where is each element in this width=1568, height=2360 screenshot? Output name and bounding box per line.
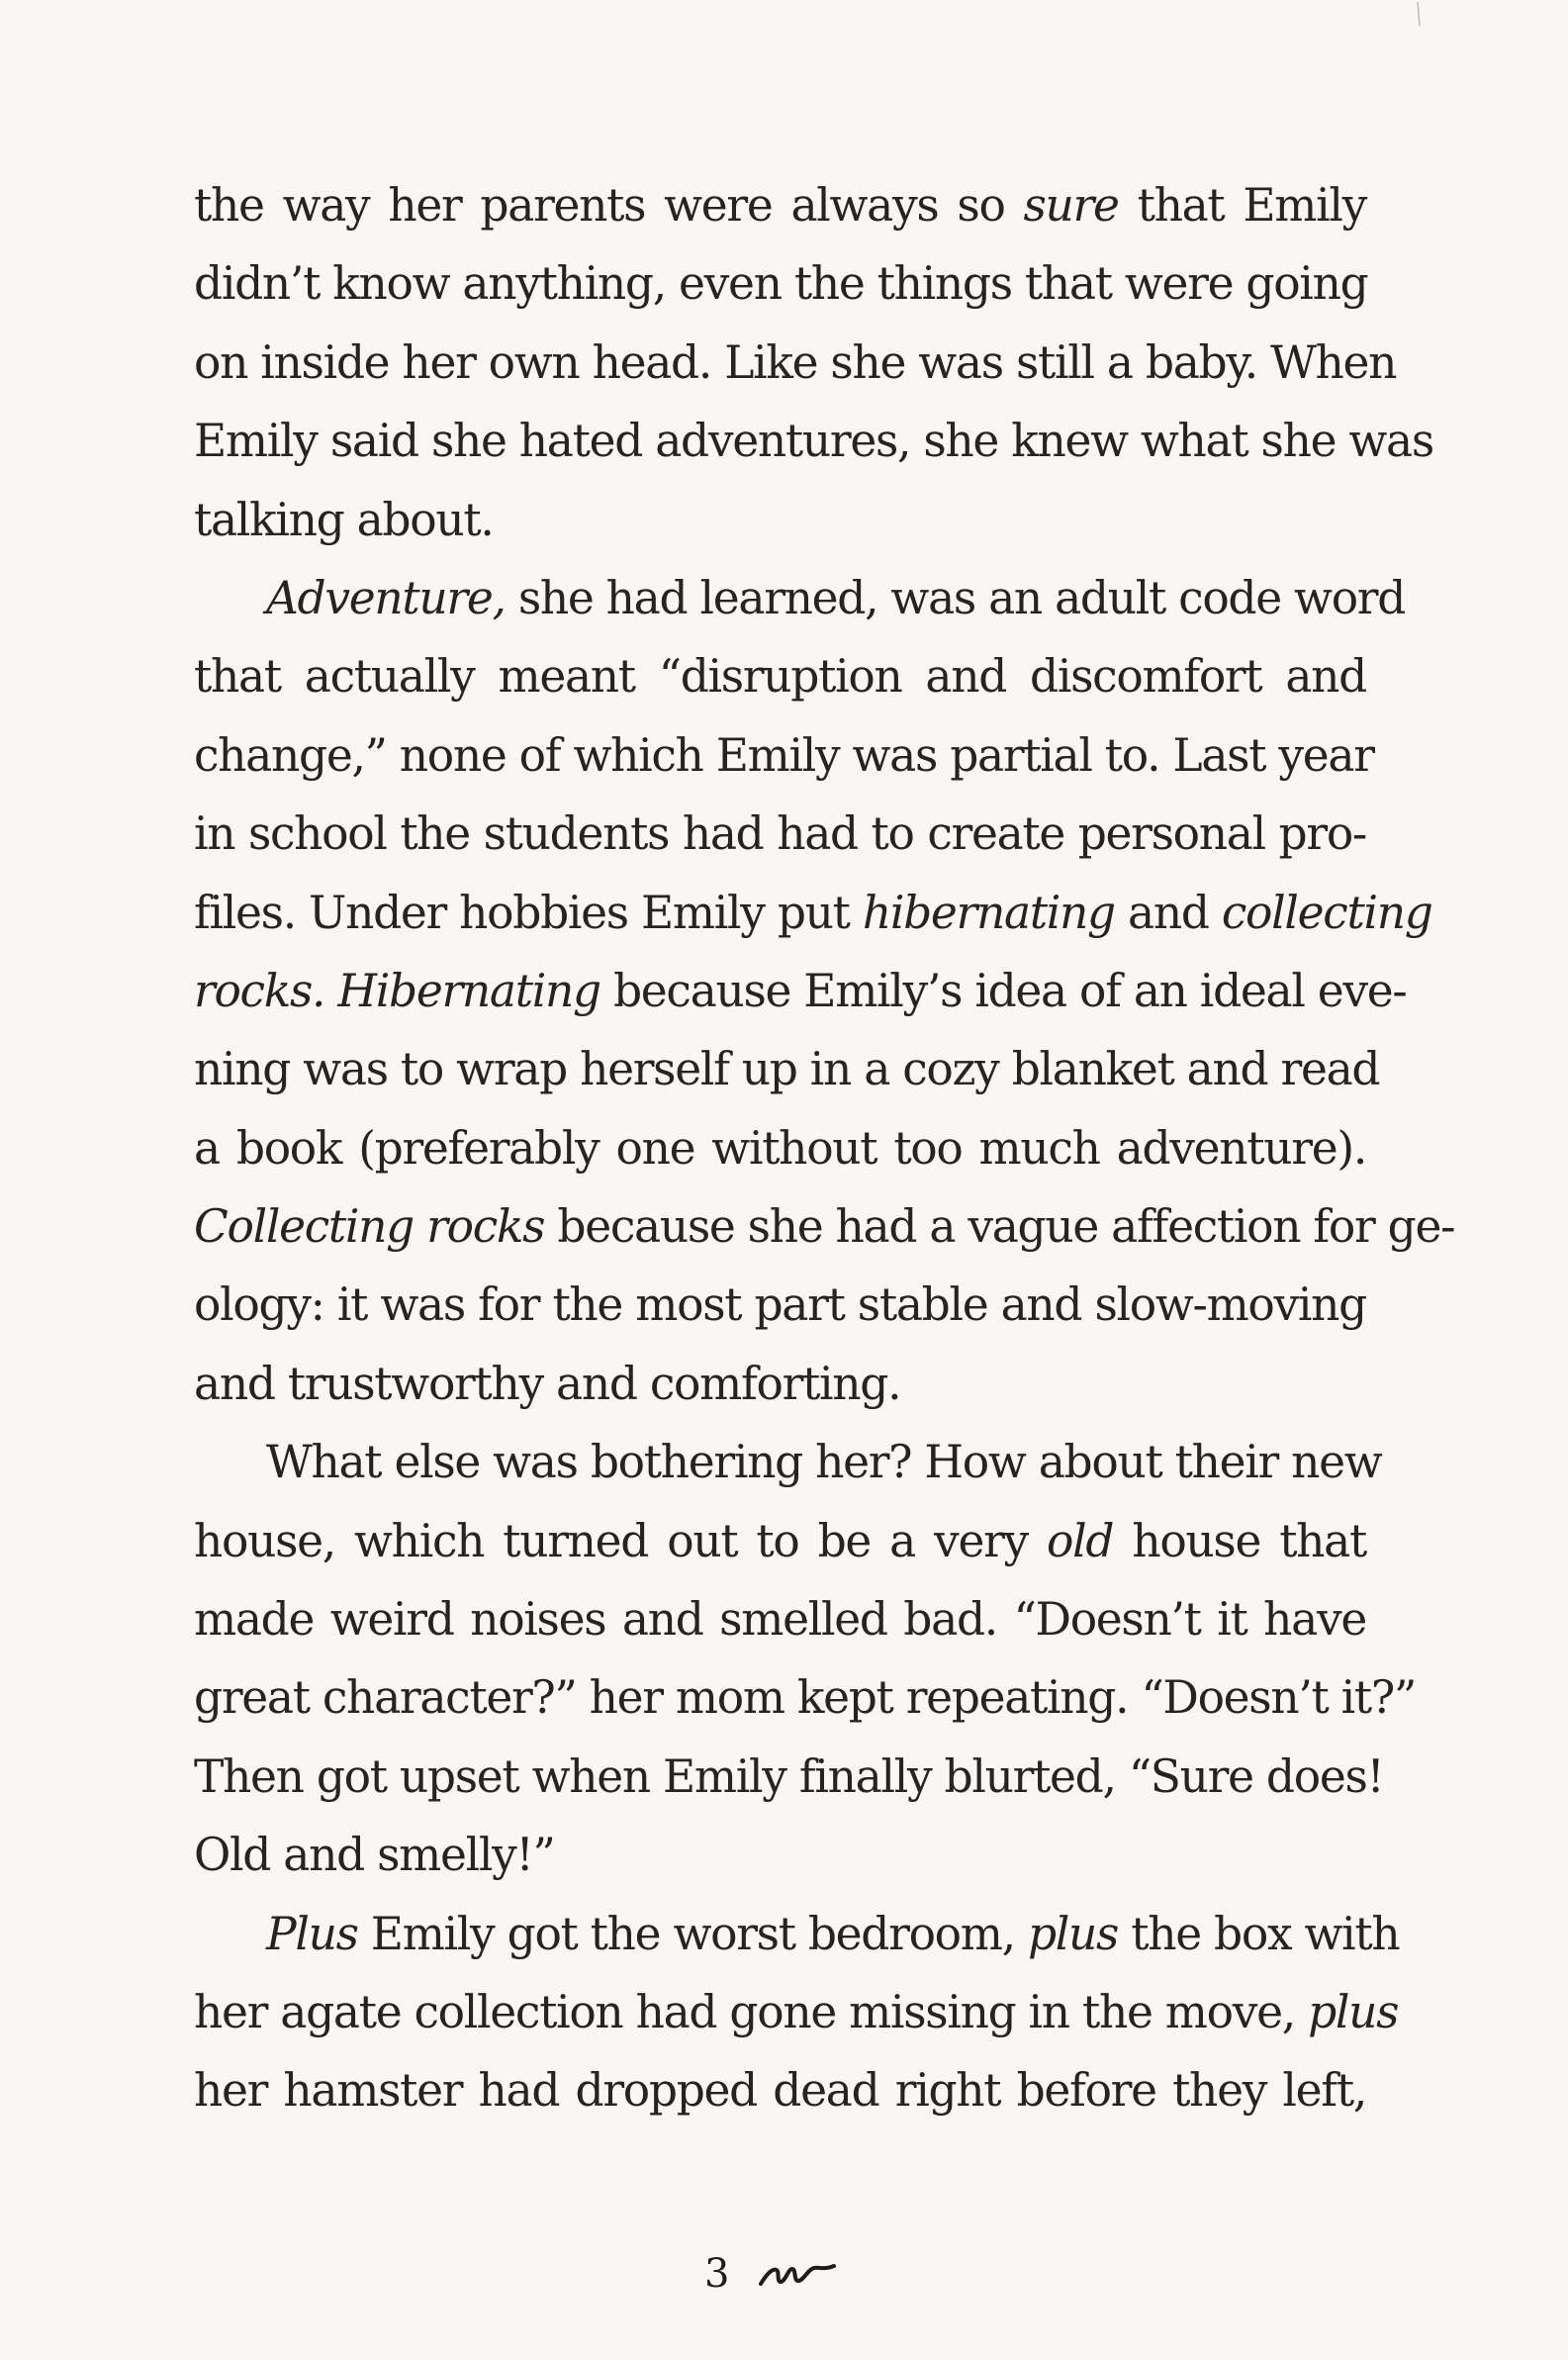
text-run: because Emily’s idea of an ideal eve- bbox=[600, 964, 1407, 1017]
text-run: in school the students had had to create personal pro- bbox=[194, 807, 1366, 861]
text-line bbox=[194, 166, 1366, 244]
text-line bbox=[194, 637, 1366, 715]
text-line bbox=[194, 874, 1432, 952]
text-line bbox=[194, 1502, 1366, 1580]
italic-text: plus bbox=[1027, 1907, 1119, 1960]
text-line bbox=[194, 1738, 1384, 1816]
text-run: talking about. bbox=[194, 493, 494, 546]
text-run: house that bbox=[1113, 1514, 1366, 1567]
page-footer bbox=[0, 2244, 1568, 2304]
text-line bbox=[194, 1423, 1382, 1501]
text-line bbox=[194, 1895, 1400, 1973]
text-run: great character?” her mom kept repeating. “Doesn’t it?” bbox=[194, 1671, 1416, 1725]
text-line bbox=[194, 481, 1366, 559]
text-run: her agate collection had gone missing in the move, bbox=[194, 1985, 1309, 2038]
text-run: Old and smelly!” bbox=[194, 1829, 555, 1882]
text-line bbox=[194, 1973, 1399, 2051]
text-line bbox=[194, 1109, 1366, 1187]
text-line bbox=[194, 324, 1397, 402]
text-run: her hamster had dropped dead right before they left, bbox=[194, 2064, 1366, 2118]
text-run: a book (preferably one without too much adventure). bbox=[194, 1121, 1366, 1175]
text-run: made weird noises and smelled bad. “Doesn’t it have bbox=[194, 1593, 1366, 1647]
text-run: Emily got the worst bedroom, bbox=[357, 1907, 1028, 1960]
italic-text: rocks. Hibernating bbox=[194, 964, 600, 1017]
text-line bbox=[194, 1816, 1366, 1894]
italic-text: Collecting rocks bbox=[194, 1200, 545, 1254]
italic-text: collecting bbox=[1221, 886, 1432, 939]
italic-text: old bbox=[1047, 1514, 1114, 1567]
text-line bbox=[194, 1266, 1366, 1344]
text-line bbox=[194, 244, 1366, 323]
body-text bbox=[194, 166, 1455, 2130]
page-number: 3 bbox=[704, 2251, 730, 2297]
text-line bbox=[194, 952, 1407, 1030]
text-line bbox=[194, 1658, 1416, 1737]
text-run: she had learned, was an adult code word bbox=[505, 571, 1406, 624]
text-run: and trustworthy and comforting. bbox=[194, 1357, 901, 1410]
squiggle-ornament-icon bbox=[759, 2260, 838, 2290]
text-run: on inside her own head. Like she was still a baby. When bbox=[194, 335, 1397, 389]
italic-text: Plus bbox=[266, 1907, 358, 1960]
text-run: that Emily bbox=[1118, 179, 1367, 232]
text-run: files. Under hobbies Emily put bbox=[194, 886, 863, 939]
italic-text: plus bbox=[1308, 1985, 1399, 2038]
text-run: ology: it was for the most part stable and slow-moving bbox=[194, 1278, 1366, 1332]
italic-text: sure bbox=[1023, 179, 1119, 232]
text-run: What else was bothering her? How about their new bbox=[266, 1436, 1382, 1489]
text-run: that actually meant “disruption and discomfort and bbox=[194, 650, 1366, 704]
italic-text: Adventure, bbox=[266, 571, 506, 624]
text-run: didn’t know anything, even the things that were going bbox=[194, 257, 1368, 311]
text-line bbox=[194, 2051, 1366, 2129]
text-line bbox=[194, 1580, 1366, 1658]
text-line bbox=[194, 1030, 1380, 1108]
text-run: Then got upset when Emily finally blurted, “Sure does! bbox=[194, 1749, 1384, 1803]
text-line bbox=[194, 795, 1366, 873]
text-run: the way her parents were always so bbox=[194, 179, 1024, 232]
text-line bbox=[194, 716, 1374, 795]
text-run: Emily said she hated adventures, she knew what she was bbox=[194, 415, 1433, 468]
text-run: change,” none of which Emily was partial to. Last year bbox=[194, 728, 1374, 782]
text-line bbox=[194, 402, 1433, 480]
text-line bbox=[194, 1345, 1366, 1423]
text-run: the box with bbox=[1118, 1907, 1400, 1960]
text-line bbox=[194, 1187, 1455, 1266]
text-run: because she had a vague affection for ge- bbox=[544, 1200, 1455, 1254]
text-run: house, which turned out to be a very bbox=[194, 1514, 1048, 1567]
text-line bbox=[194, 559, 1406, 637]
text-run: and bbox=[1114, 886, 1222, 939]
text-run: ning was to wrap herself up in a cozy blanket and read bbox=[194, 1043, 1380, 1096]
page-edge-mark bbox=[1412, 0, 1424, 30]
italic-text: hibernating bbox=[862, 886, 1115, 939]
